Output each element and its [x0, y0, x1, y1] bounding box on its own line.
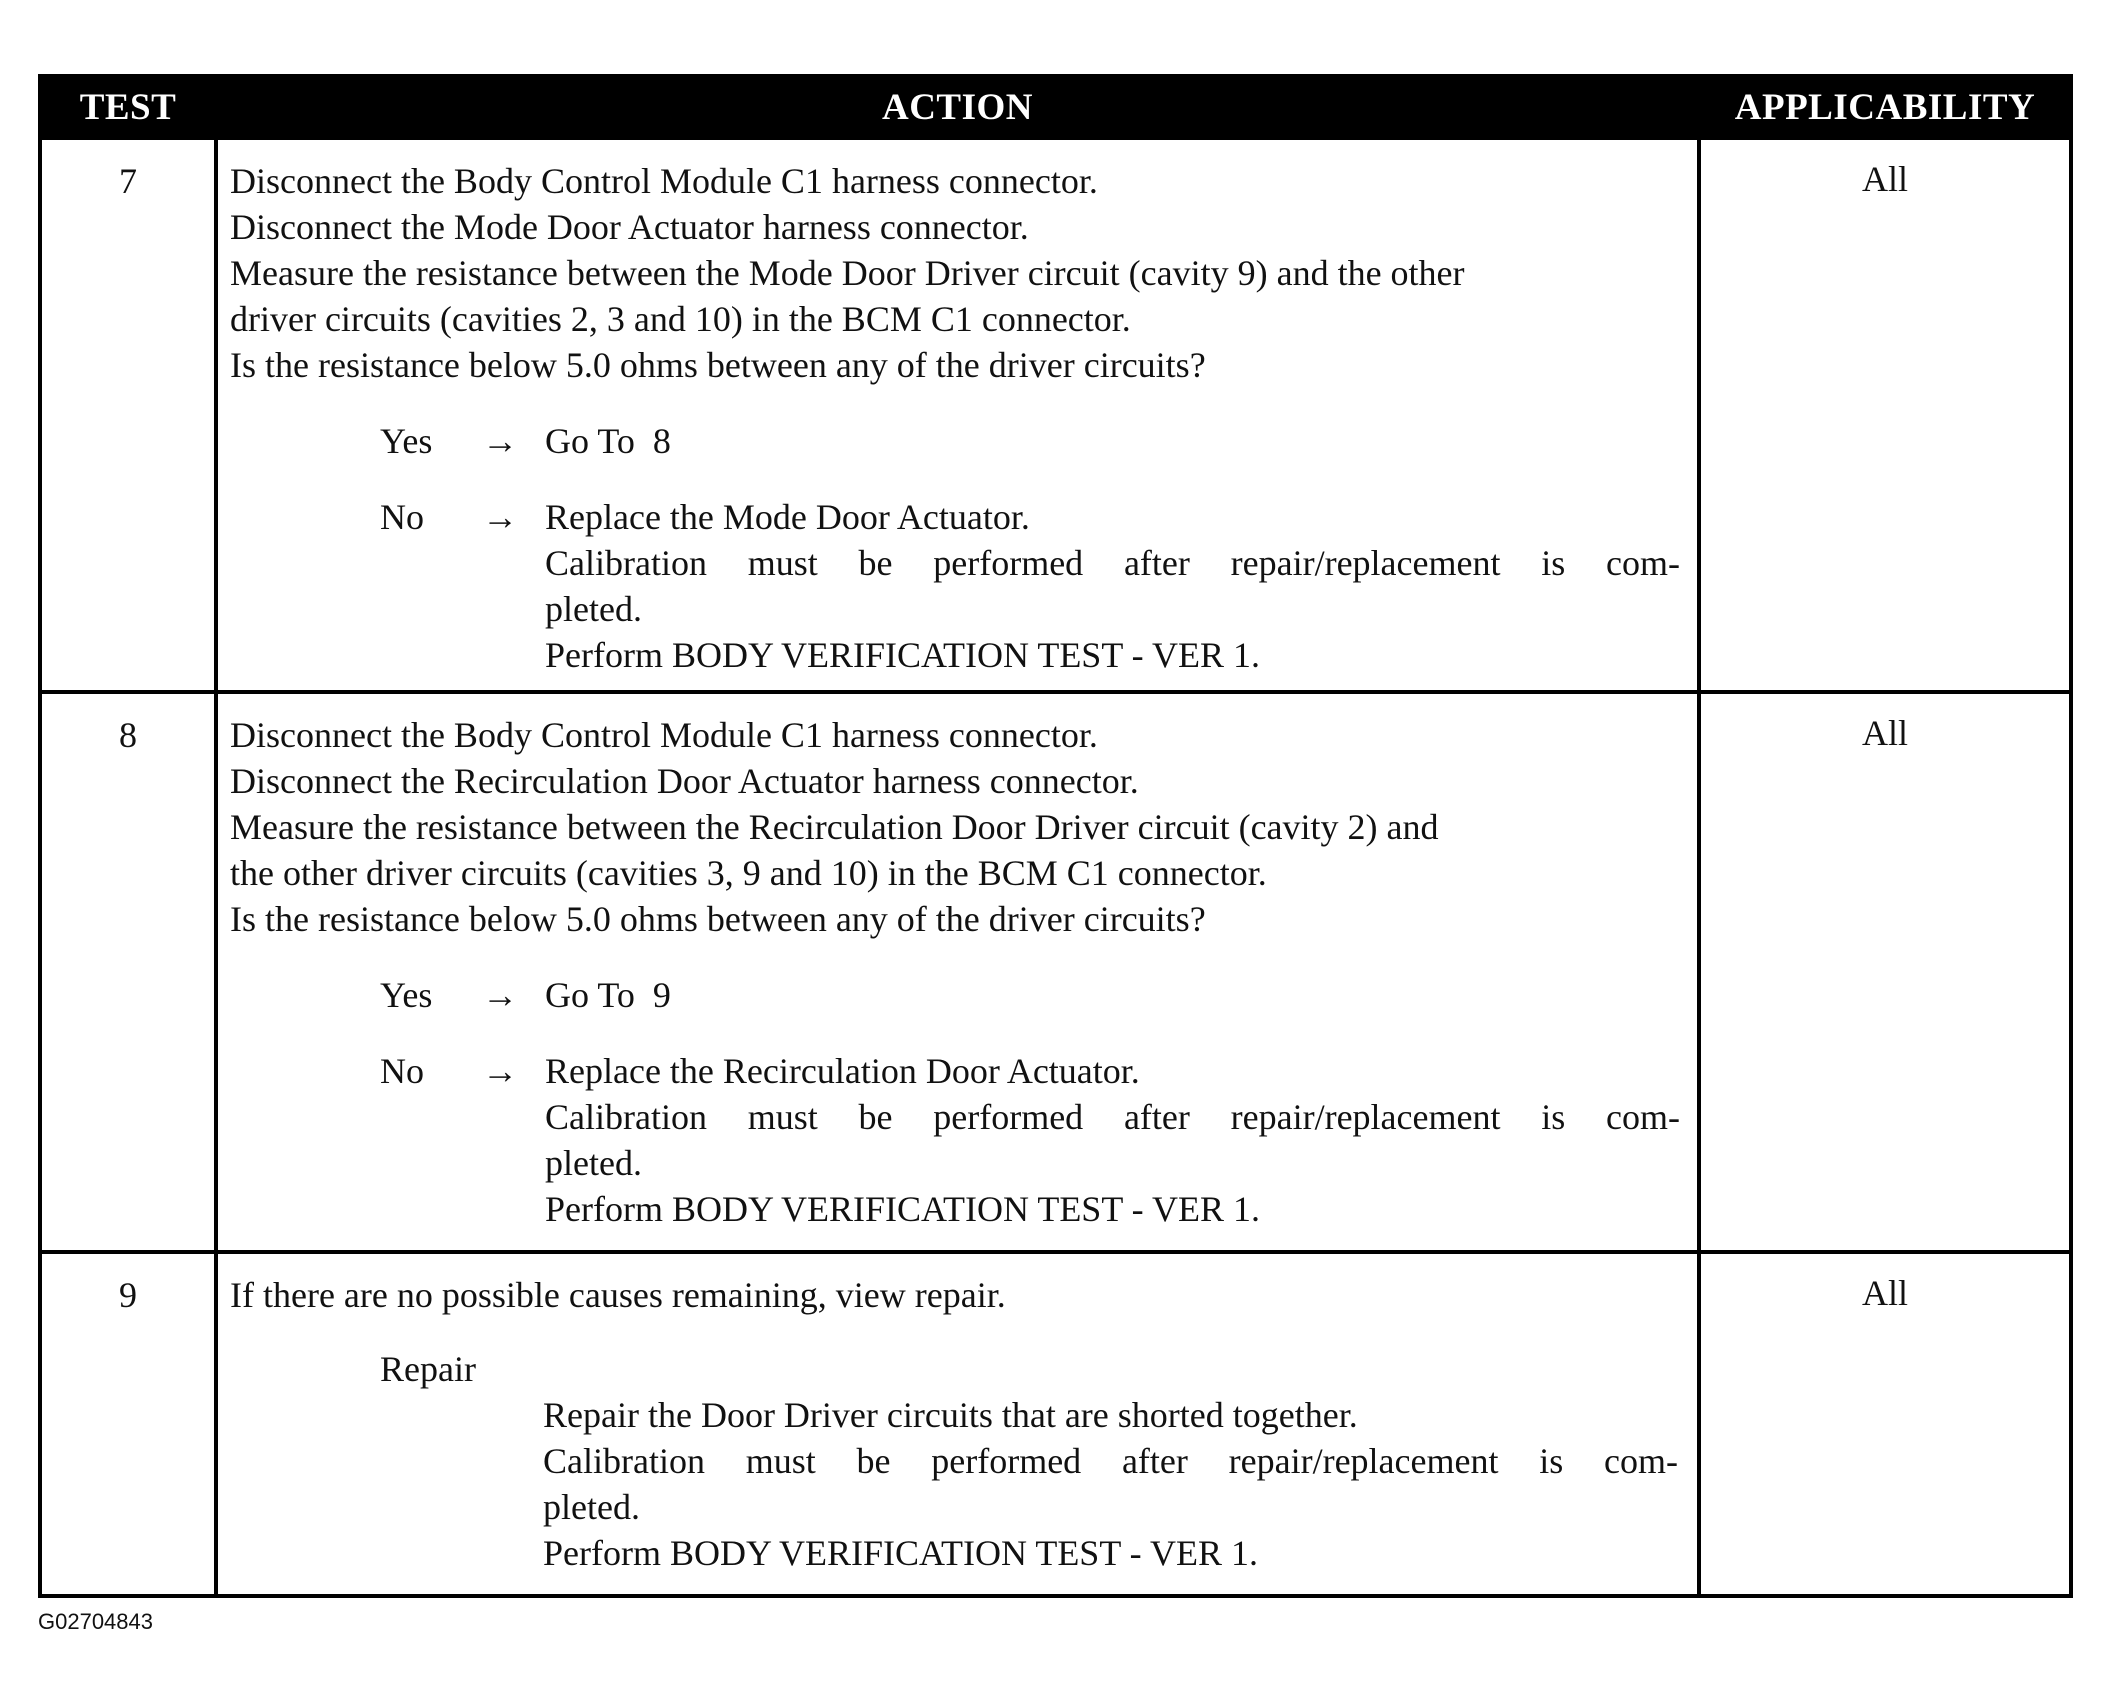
table-header	[42, 78, 2069, 136]
instruction-line: Replace the Mode Door Actuator.	[545, 497, 1030, 537]
yes-goto: Go To 8	[545, 421, 671, 461]
action-cell	[214, 694, 1701, 1250]
action-cell	[214, 1254, 1701, 1594]
no-instructions	[545, 1048, 1680, 1232]
action-line: Disconnect the Body Control Module C1 harness connector.	[230, 161, 1098, 201]
instruction-line: Replace the Recirculation Door Actuator.	[545, 1051, 1140, 1091]
figure-id: G02704843	[38, 1609, 153, 1634]
instruction-line: Calibration must be performed after repair/replacement is com-	[545, 1097, 1680, 1137]
arrow-icon: →	[482, 421, 518, 461]
repair-block	[230, 1346, 1685, 1576]
header-test: TEST	[79, 86, 177, 128]
table-row	[42, 136, 2069, 690]
instruction-line: Calibration must be performed after repair/replacement is com-	[545, 543, 1680, 583]
yes-answer	[230, 972, 1685, 1018]
action-line: Disconnect the Mode Door Actuator harness connector.	[230, 207, 1029, 247]
applicability-value: All	[1861, 1273, 1908, 1313]
table-row	[42, 690, 2069, 1250]
arrow-icon: →	[482, 497, 518, 537]
action-line: driver circuits (cavities 2, 3 and 10) in the BCM C1 connector.	[230, 299, 1131, 339]
arrow-icon: →	[482, 975, 518, 1015]
action-line: Is the resistance below 5.0 ohms between any of the driver circuits?	[230, 899, 1206, 939]
repair-label: Repair	[380, 1349, 476, 1389]
header-applicability: APPLICABILITY	[1734, 86, 2036, 128]
no-instructions	[545, 494, 1680, 678]
instruction-line: Perform BODY VERIFICATION TEST - VER 1.	[545, 1189, 1261, 1229]
test-number: 9	[119, 1275, 137, 1315]
instruction-line: Calibration must be performed after repair/replacement is com-	[543, 1441, 1678, 1481]
diagnostic-test-table	[38, 74, 2073, 1598]
action-line: Disconnect the Body Control Module C1 harness connector.	[230, 715, 1098, 755]
no-answer	[230, 494, 1685, 678]
action-line: Disconnect the Recirculation Door Actuator harness connector.	[230, 761, 1139, 801]
arrow-icon: →	[482, 1051, 518, 1091]
applicability-value: All	[1861, 159, 1908, 199]
instruction-line: Perform BODY VERIFICATION TEST - VER 1.	[543, 1533, 1259, 1573]
no-answer	[230, 1048, 1685, 1232]
action-cell	[214, 140, 1701, 690]
no-label: No	[380, 1051, 424, 1091]
repair-instructions	[380, 1392, 1678, 1576]
applicability-value: All	[1861, 713, 1908, 753]
table-row	[42, 1250, 2069, 1594]
yes-label: Yes	[380, 421, 433, 461]
test-number: 8	[119, 715, 137, 755]
instruction-line: pleted.	[543, 1487, 640, 1527]
header-action: ACTION	[881, 86, 1034, 128]
test-number: 7	[119, 161, 137, 201]
instruction-line: pleted.	[545, 1143, 642, 1183]
instruction-line: Perform BODY VERIFICATION TEST - VER 1.	[545, 635, 1261, 675]
action-line: If there are no possible causes remaining, view repair.	[230, 1275, 1006, 1315]
yes-label: Yes	[380, 975, 433, 1015]
no-label: No	[380, 497, 424, 537]
yes-goto: Go To 9	[545, 975, 671, 1015]
instruction-line: Repair the Door Driver circuits that are shorted together.	[543, 1395, 1358, 1435]
action-line: the other driver circuits (cavities 3, 9 and 10) in the BCM C1 connector.	[230, 853, 1267, 893]
instruction-line: pleted.	[545, 589, 642, 629]
action-line: Measure the resistance between the Mode Door Driver circuit (cavity 9) and the other	[230, 253, 1465, 293]
action-line: Measure the resistance between the Recirculation Door Driver circuit (cavity 2) and	[230, 807, 1439, 847]
yes-answer	[230, 418, 1685, 464]
action-line: Is the resistance below 5.0 ohms between any of the driver circuits?	[230, 345, 1206, 385]
